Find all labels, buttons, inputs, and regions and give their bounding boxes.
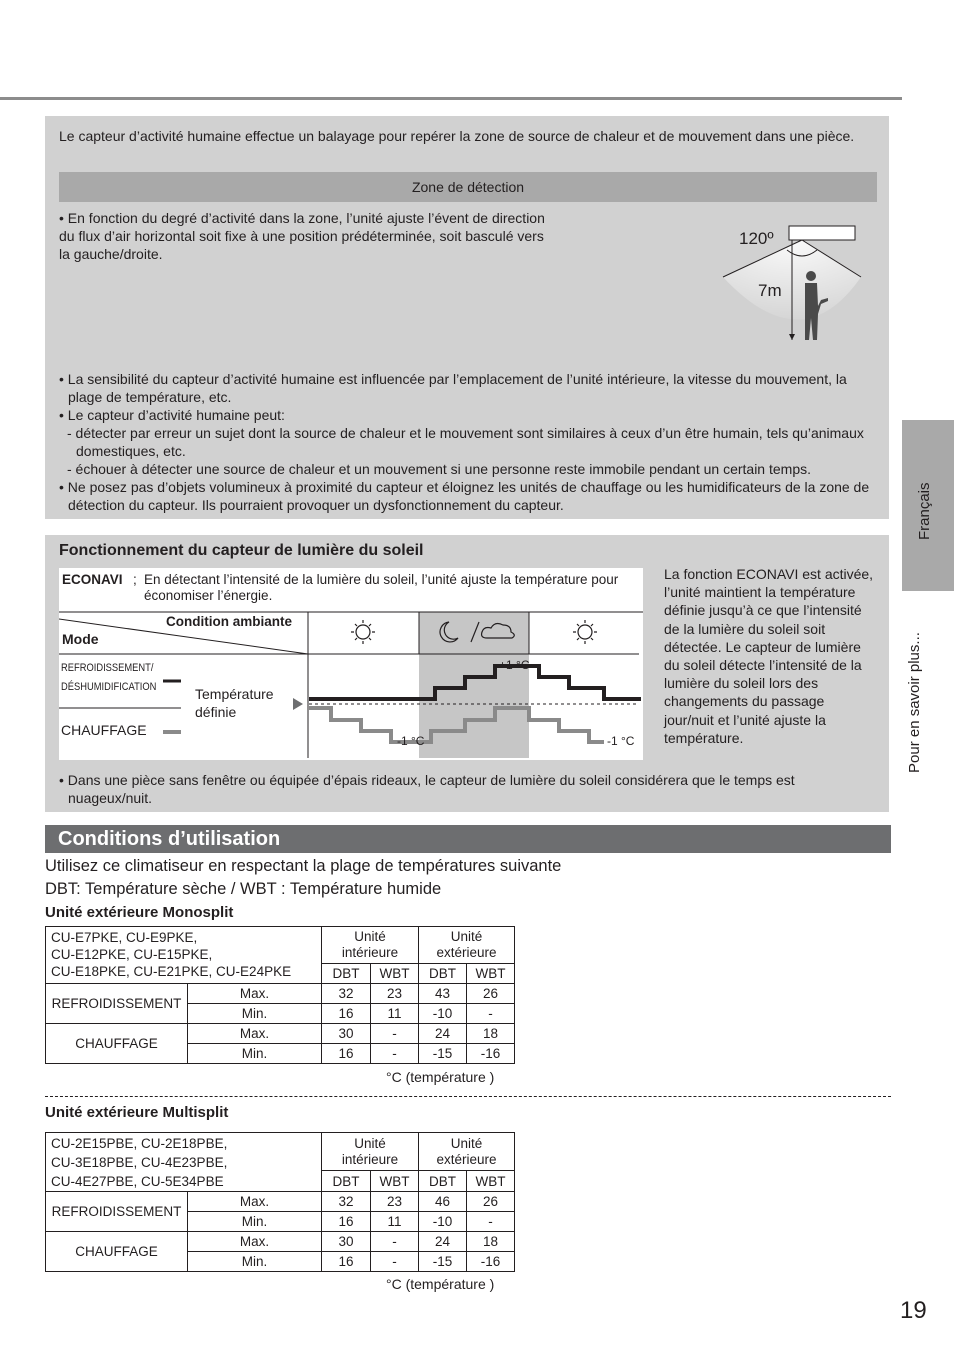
econavi-separator: ; <box>133 572 137 587</box>
outdoor-header <box>419 1133 515 1171</box>
detection-illustration <box>715 222 865 347</box>
min-label: Min. <box>188 1004 322 1024</box>
col-wbt: WBT <box>467 1171 515 1192</box>
model-line: CU-2E15PBE, CU-2E18PBE, <box>51 1136 228 1151</box>
minus-one-label-1: -1 °C <box>397 734 425 748</box>
min-label: Min. <box>188 1044 322 1064</box>
model-line: CU-E7PKE, CU-E9PKE, <box>51 930 198 945</box>
conditions-heading: Conditions d’utilisation <box>45 825 891 853</box>
section-label: Pour en savoir plus... <box>906 632 923 773</box>
cooling-label-2: DÉSHUMIDIFICATION <box>61 681 157 693</box>
value-cell: -16 <box>467 1252 515 1272</box>
setpoint-label-1: Température <box>195 686 274 702</box>
value-cell: 11 <box>371 1212 419 1232</box>
col-wbt: WBT <box>371 1171 419 1192</box>
mode-cell: REFROIDISSEMENT <box>46 984 188 1024</box>
col-dbt: DBT <box>419 964 467 984</box>
value-cell: - <box>371 1044 419 1064</box>
value-cell: 32 <box>322 1192 371 1212</box>
mode-cell: CHAUFFAGE <box>46 1024 188 1064</box>
outdoor-header <box>419 927 515 964</box>
mode-cell: CHAUFFAGE <box>46 1232 188 1272</box>
multi-models <box>46 1133 322 1192</box>
value-cell: 46 <box>419 1192 467 1212</box>
sensor-notes <box>59 370 881 514</box>
mode-label: Mode <box>62 631 99 647</box>
table-divider <box>45 1096 891 1097</box>
header-line: Unité <box>354 1135 386 1151</box>
sun-icon <box>351 620 375 644</box>
value-cell: 32 <box>322 984 371 1004</box>
value-cell: - <box>371 1252 419 1272</box>
multi-unit-note: °C (température ) <box>386 1276 495 1292</box>
value-cell: 26 <box>467 984 515 1004</box>
min-label: Min. <box>188 1252 322 1272</box>
sunlight-title: Fonctionnement du capteur de lumière du soleil <box>59 542 424 559</box>
econavi-label: ECONAVI <box>62 572 123 587</box>
note-can: • Le capteur d’activité humaine peut: <box>59 407 285 423</box>
page-number: 19 <box>900 1297 927 1324</box>
value-cell: - <box>467 1004 515 1024</box>
note-fail-detect: - échouer à détecter une source de chaleur et un mouvement si une personne reste immobile pendant un certain temps. <box>67 461 811 477</box>
angle-label: 120º <box>739 229 774 248</box>
model-line: CU-E12PKE, CU-E15PKE, <box>51 947 213 962</box>
top-rule <box>0 97 902 100</box>
note-sensitivity: • La sensibilité du capteur d’activité humaine est influencée par l’emplacement de l’unité intérieure, la vitesse du mouvement, la plage de température, etc. <box>59 371 847 405</box>
multi-table <box>45 1132 515 1272</box>
value-cell: 24 <box>419 1024 467 1044</box>
max-label: Max. <box>188 1232 322 1252</box>
value-cell: 18 <box>467 1232 515 1252</box>
header-line: Unité <box>450 929 483 944</box>
distance-arrow <box>789 334 795 340</box>
language-label: Français <box>916 482 933 540</box>
indoor-header <box>322 1133 419 1171</box>
col-wbt: WBT <box>467 964 515 984</box>
conditions-line1: Utilisez ce climatiseur en respectant la plage de températures suivante <box>45 857 562 875</box>
mono-title: Unité extérieure Monosplit <box>45 904 234 921</box>
multi-title: Unité extérieure Multisplit <box>45 1104 229 1121</box>
value-cell: -16 <box>467 1044 515 1064</box>
detection-zone-bar: Zone de détection <box>59 172 877 202</box>
value-cell: 16 <box>322 1004 371 1024</box>
max-label: Max. <box>188 1024 322 1044</box>
value-cell: 24 <box>419 1232 467 1252</box>
setpoint-arrow <box>293 698 303 710</box>
header-line: extérieure <box>436 1151 497 1167</box>
plus-one-label: +1 °C <box>499 658 530 672</box>
setpoint-label-2: définie <box>195 704 237 720</box>
value-cell: -15 <box>419 1044 467 1064</box>
min-label: Min. <box>188 1212 322 1232</box>
value-cell: -10 <box>419 1212 467 1232</box>
mono-table <box>45 926 515 1064</box>
indoor-header <box>322 927 419 964</box>
value-cell: 30 <box>322 1232 371 1252</box>
sensor-bullet: • En fonction du degré d’activité dans la zone, l’unité ajuste l’évent de direction du flux d’air horizontal soit fixe à une position prédéterminée, soit basculé vers la gauche/droite. <box>59 210 545 262</box>
conditions-line2: DBT: Température sèche / WBT : Température humide <box>45 880 442 898</box>
note-false-detect: - détecter par erreur un sujet dont la source de chaleur et le mouvement sont similaires à ceux d’un être humain, tels qu’animaux domestiques, etc. <box>67 425 864 459</box>
value-cell: 26 <box>467 1192 515 1212</box>
note-placement: • Ne posez pas d’objets volumineux à proximité du capteur et éloignez les unités de chauffage ou les humidificateurs de la zone de détection du capteur. Ils pourraient provoquer un dysfonctionnement du capteur. <box>59 479 870 513</box>
value-cell: - <box>467 1212 515 1232</box>
value-cell: 16 <box>322 1044 371 1064</box>
value-cell: 16 <box>322 1212 371 1232</box>
max-label: Max. <box>188 1192 322 1212</box>
condition-label: Condition ambiante <box>166 614 292 629</box>
econavi-description: En détectant l’intensité de la lumière du soleil, l’unité ajuste la température pour économiser l’énergie. <box>144 572 619 603</box>
cooling-label-1: REFROIDISSEMENT/ <box>61 662 154 674</box>
value-cell: 18 <box>467 1024 515 1044</box>
value-cell: - <box>371 1024 419 1044</box>
value-cell: -15 <box>419 1252 467 1272</box>
value-cell: 23 <box>371 1192 419 1212</box>
value-cell: 11 <box>371 1004 419 1024</box>
value-cell: 23 <box>371 984 419 1004</box>
sunlight-note: • Dans une pièce sans fenêtre ou équipée d’épais rideaux, le capteur de lumière du soleil considérera que le temps est nuageux/nuit. <box>59 772 795 806</box>
value-cell: 43 <box>419 984 467 1004</box>
header-line: Unité <box>354 929 386 944</box>
col-dbt: DBT <box>322 1171 371 1192</box>
mono-unit-note: °C (température ) <box>386 1069 495 1085</box>
header-line: extérieure <box>436 945 497 960</box>
max-label: Max. <box>188 984 322 1004</box>
indoor-unit-icon <box>789 226 855 240</box>
mode-cell: REFROIDISSEMENT <box>46 1192 188 1232</box>
value-cell: - <box>371 1232 419 1252</box>
header-line: Unité <box>450 1135 483 1151</box>
model-line: CU-4E27PBE, CU-5E34PBE <box>51 1174 224 1189</box>
distance-label: 7m <box>758 281 782 300</box>
col-wbt: WBT <box>371 964 419 984</box>
sun-icon-2 <box>573 620 597 644</box>
value-cell: 16 <box>322 1252 371 1272</box>
sensor-intro: Le capteur d’activité humaine effectue un balayage pour repérer la zone de source de chaleur et de mouvement dans une pièce. <box>59 128 855 144</box>
header-line: intérieure <box>341 1151 399 1167</box>
header-line: intérieure <box>341 945 399 960</box>
col-dbt: DBT <box>419 1171 467 1192</box>
econavi-side-text: La fonction ECONAVI est activée, l’unité maintient la température définie jusqu’à ce que l’intensité de la lumière du soleil soit détectée. Le capteur de lumière du soleil détecte l’intensité de la lumière du soleil lors des changements du passage jour/nuit et l’unité ajuste la température. <box>664 566 874 746</box>
minus-one-label-2: -1 °C <box>607 734 635 748</box>
value-cell: 30 <box>322 1024 371 1044</box>
model-line: CU-E18PKE, CU-E21PKE, CU-E24PKE <box>51 964 292 979</box>
heating-label: CHAUFFAGE <box>61 722 147 738</box>
language-tab[interactable] <box>902 420 954 591</box>
model-line: CU-3E18PBE, CU-4E23PBE, <box>51 1155 228 1170</box>
col-dbt: DBT <box>322 964 371 984</box>
mono-models <box>46 927 322 984</box>
value-cell: -10 <box>419 1004 467 1024</box>
